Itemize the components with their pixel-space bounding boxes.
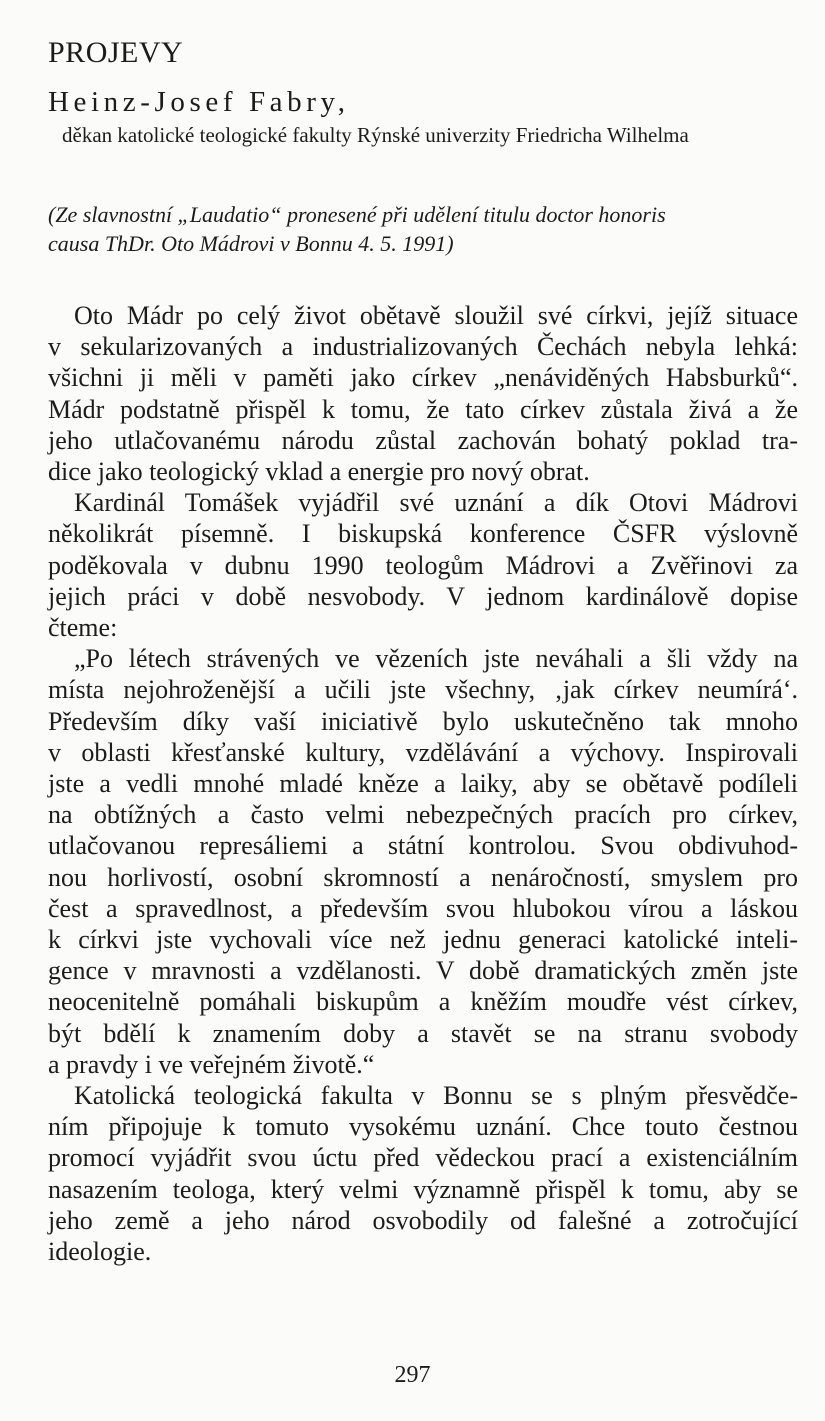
paragraph	[48, 1080, 798, 1267]
author-role: děkan katolické teologické fakulty Rýnské univerzity Friedricha Wilhelma	[62, 123, 689, 147]
paragraph-line: a pravdy i ve veřejném životě.“	[48, 1049, 375, 1079]
paragraph	[48, 643, 798, 1080]
paragraph-line: ním připojuje k tomuto vysokému uznání. Chce touto čestnou	[48, 1112, 798, 1142]
paragraph-line: v sekularizovaných a industrializovaných Čechách nebyla lehká:	[48, 332, 798, 362]
paragraph-line: Kardinál Tomášek vyjádřil své uznání a dík Otovi Mádrovi	[74, 488, 798, 518]
paragraph-line: ideologie.	[48, 1237, 152, 1267]
paragraph-line: na obtížných a často velmi nebezpečných pracích pro církev,	[48, 800, 798, 830]
paragraph-line: čest a spravedlnost, a především svou hlubokou vírou a láskou	[48, 893, 798, 923]
paragraph-line: dice jako teologický vklad a energie pro nový obrat.	[48, 457, 590, 487]
paragraph	[48, 487, 798, 643]
paragraph-line: utlačovanou represáliemi a státní kontrolou. Svou obdivuhod-	[48, 831, 798, 861]
paragraph-line: k církvi jste vychovali více než jednu generaci katolické inteli-	[48, 925, 798, 955]
paragraph-line: Oto Mádr po celý život obětavě sloužil své církvi, jejíž situace	[74, 301, 798, 330]
paragraph-line: být bdělí k znamením doby a stavět se na stranu svobody	[48, 1018, 798, 1048]
paragraph-line: Mádr podstatně přispěl k tomu, že tato církev zůstala živá a že	[48, 394, 798, 424]
paragraph-line: jste a vedli mnohé mladé kněze a laiky, aby se obětavě podíleli	[48, 769, 798, 799]
page-number: 297	[394, 1362, 431, 1388]
paragraph-line: „Po létech strávených ve vězeních jste neváhali a šli vždy na	[74, 644, 798, 674]
paragraph-line: Katolická teologická fakulta v Bonnu se s plným přesvědče-	[74, 1081, 798, 1111]
section-title: PROJEVY	[48, 36, 184, 69]
paragraph-line: gence v mravnosti a vzdělanosti. V době dramatických změn jste	[48, 956, 798, 986]
paragraph-line: nasazením teologa, který velmi významně přispěl k tomu, aby se	[48, 1174, 798, 1204]
paragraph-line: promocí vyjádřit svou úctu před vědeckou prací a existenciálním	[48, 1143, 798, 1173]
paragraph-line: jeho země a jeho národ osvobodily od falešné a zotročující	[48, 1205, 798, 1235]
paragraph-line: místa nejohroženější a učili jste všechny, ‚jak církev neumírá‘.	[48, 675, 798, 705]
paragraph-line: jejich práci v době nesvobody. V jednom kardinálově dopise	[48, 581, 798, 611]
paragraph-line: nou horlivostí, osobní skromností a nenáročností, smyslem pro	[48, 862, 798, 892]
paragraph-line: všichni ji měli v paměti jako církev „nenáviděných Habsburků“.	[48, 363, 798, 393]
speech-occasion-note	[48, 200, 798, 258]
paragraph-line: Především díky vaší iniciativě bylo uskutečněno tak mnoho	[48, 706, 798, 736]
occasion-line: (Ze slavnostní „Laudatio“ pronesené při udělení titulu doctor honoris	[48, 202, 666, 227]
author-name: Heinz-Josef Fabry,	[48, 86, 350, 118]
occasion-line: causa ThDr. Oto Mádrovi v Bonnu 4. 5. 1991)	[48, 231, 454, 256]
paragraph-line: čteme:	[48, 613, 118, 643]
speech-body	[48, 300, 798, 1267]
paragraph-line: poděkovala v dubnu 1990 teologům Mádrovi a Zvěřinovi za	[48, 550, 798, 580]
paragraph-line: jeho utlačovanému národu zůstal zachován bohatý poklad tra-	[48, 425, 798, 455]
paragraph	[48, 300, 798, 487]
paragraph-line: několikrát písemně. I biskupská konference ČSFR výslovně	[48, 519, 798, 549]
paragraph-line: v oblasti křesťanské kultury, vzdělávání a výchovy. Inspirovali	[48, 737, 798, 767]
paragraph-line: neocenitelně pomáhali biskupům a kněžím moudře vést církev,	[48, 987, 798, 1017]
